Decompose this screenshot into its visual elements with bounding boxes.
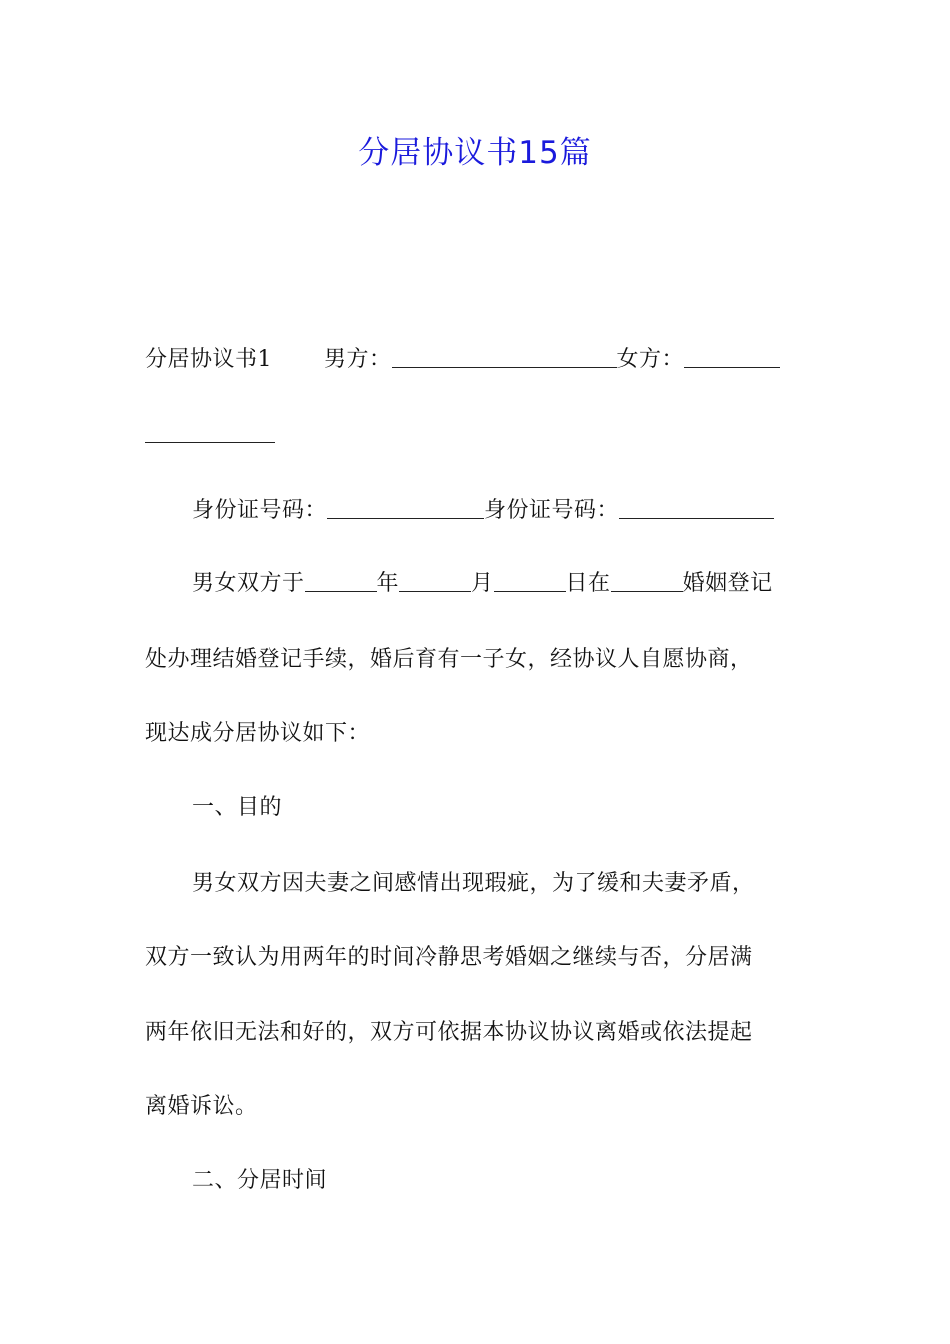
female-id-label: 身份证号码： <box>484 498 620 523</box>
marriage-suffix: 婚姻登记 <box>682 571 773 596</box>
party-line-continued <box>145 420 275 450</box>
paragraph-line: 处办理结婚登记手续，婚后育有一子女，经协议人自愿协商， <box>145 647 753 672</box>
section-line: 离婚诉讼。 <box>145 1094 258 1119</box>
male-id-label: 身份证号码： <box>192 498 328 523</box>
id-line <box>192 496 774 526</box>
paragraph-line: 现达成分居协议如下： <box>145 721 371 746</box>
female-name-blank <box>684 345 780 368</box>
place-blank <box>611 569 683 592</box>
month-label: 月 <box>471 571 494 596</box>
female-label: 女方： <box>616 347 685 372</box>
section-heading: 二、分居时间 <box>192 1168 328 1193</box>
year-label: 年 <box>376 571 400 596</box>
marriage-line <box>192 569 773 599</box>
female-id-blank <box>619 496 774 519</box>
party-line <box>145 345 780 375</box>
section-line: 男女双方因夫妻之间感情出现瑕疵，为了缓和夫妻矛盾， <box>192 871 755 896</box>
section-line: 双方一致认为用两年的时间冷静思考婚姻之继续与否，分居满 <box>145 945 753 970</box>
female-name-blank-continued <box>145 420 275 443</box>
day-blank <box>494 569 566 592</box>
document-title: 分居协议书15篇 <box>358 135 592 171</box>
male-label: 男方： <box>324 347 392 372</box>
doc-label: 分居协议书1 <box>145 347 272 372</box>
marriage-prefix: 男女双方于 <box>192 571 305 596</box>
year-blank <box>305 569 377 592</box>
section-line: 两年依旧无法和好的，双方可依据本协议协议离婚或依法提起 <box>145 1020 753 1045</box>
day-label: 日在 <box>565 571 611 596</box>
section-heading: 一、目的 <box>192 795 283 820</box>
male-name-blank <box>392 345 617 368</box>
month-blank <box>399 569 471 592</box>
male-id-blank <box>327 496 484 519</box>
